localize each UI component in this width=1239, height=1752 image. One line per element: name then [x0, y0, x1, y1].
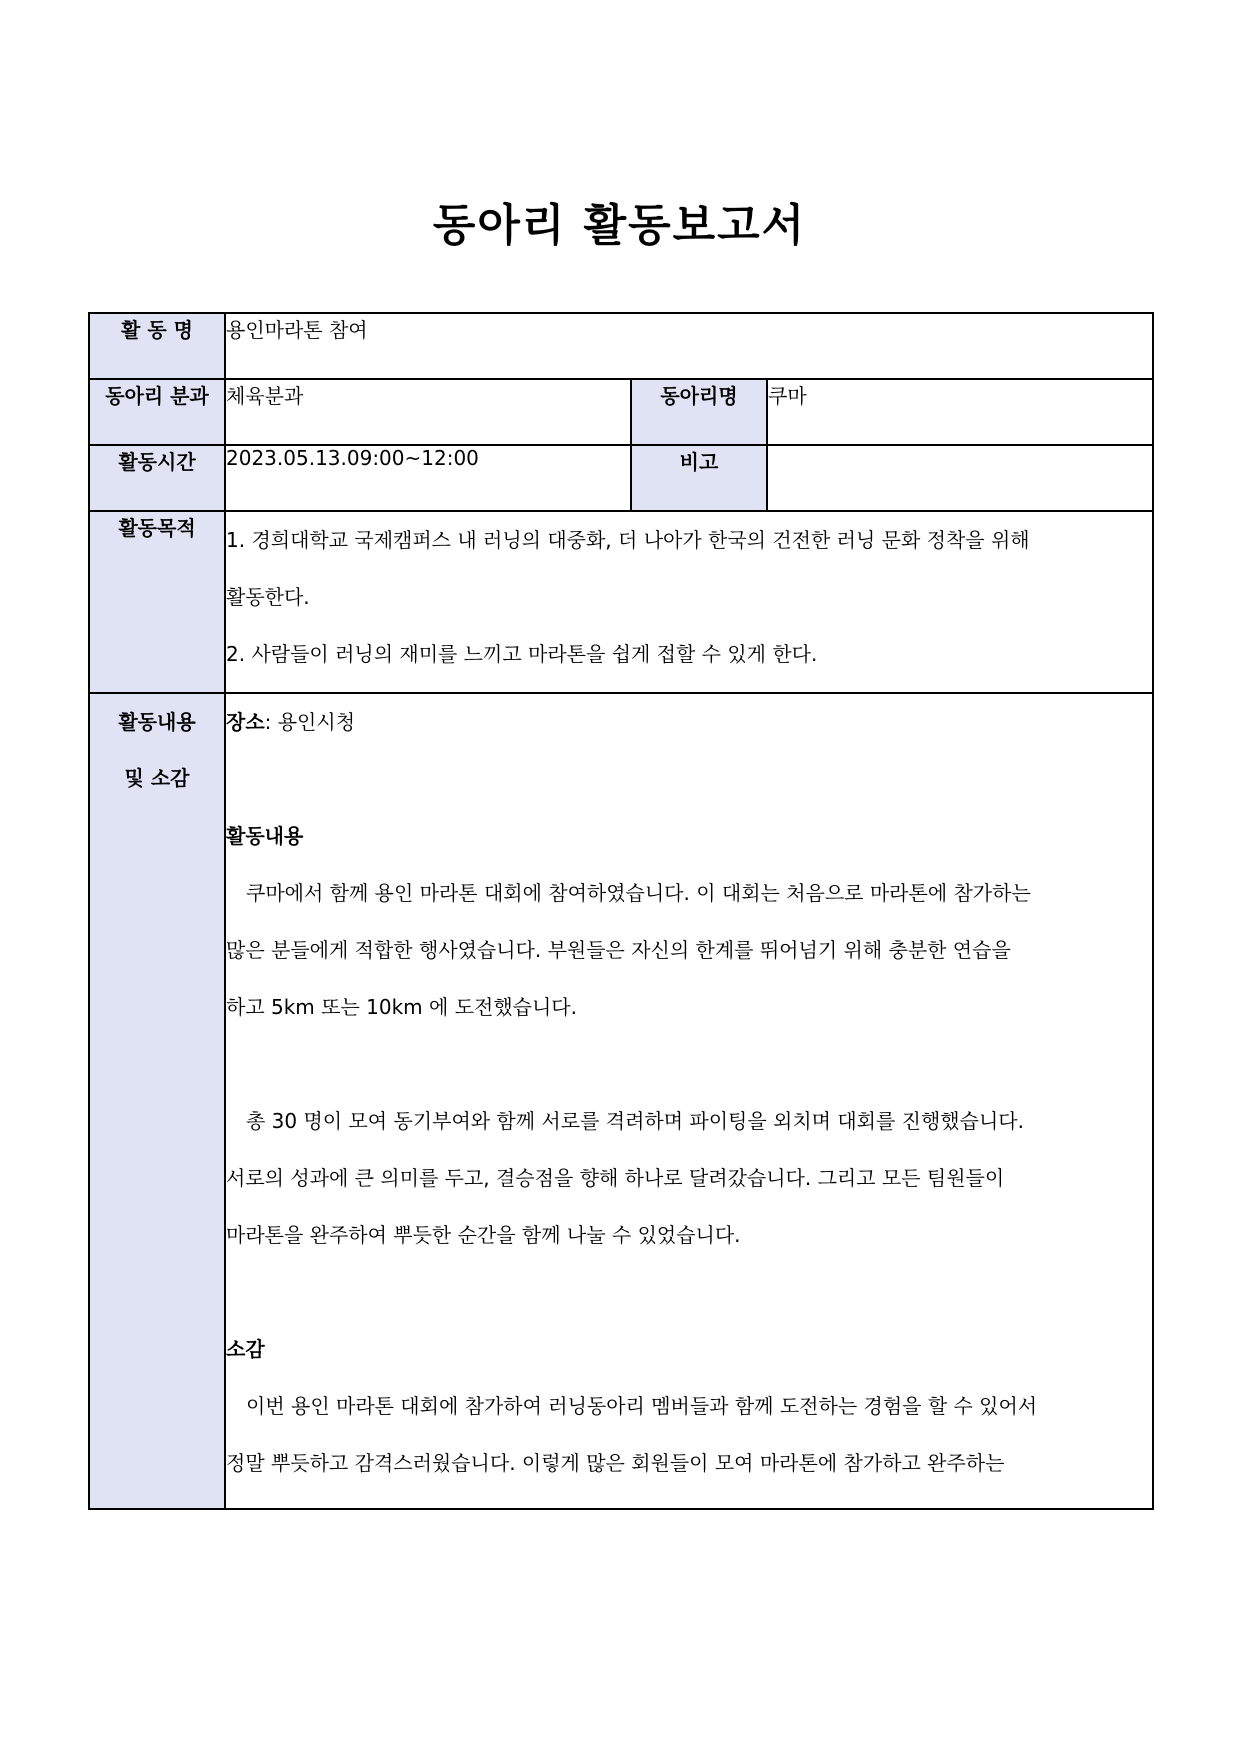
club-division-label: 동아리 분과 [89, 379, 225, 445]
row-club [89, 379, 1153, 445]
paragraph-line: 많은 분들에게 적합한 행사였습니다. 부원들은 자신의 한계를 뛰어넘기 위해 충분한 연습을 [226, 938, 1011, 962]
activity-heading: 활동내용 [226, 824, 304, 848]
purpose-line: 활동한다. [226, 585, 310, 609]
paragraph-line: 쿠마에서 함께 용인 마라톤 대회에 참여하였습니다. 이 대회는 처음으로 마라톤에 참가하는 [246, 881, 1031, 905]
purpose-line: 2. 사람들이 러닝의 재미를 느끼고 마라톤을 쉽게 접할 수 있게 한다. [226, 642, 818, 666]
content-label-line: 활동내용 [118, 710, 196, 734]
paragraph-line: 총 30 명이 모여 동기부여와 함께 서로를 격려하며 파이팅을 외치며 대회를 진행했습니다. [246, 1109, 1024, 1133]
content-label-line: 및 소감 [124, 766, 190, 790]
club-division-value: 체육분과 [225, 379, 631, 445]
paragraph-line: 마라톤을 완주하여 뿌듯한 순간을 함께 나눌 수 있었습니다. [226, 1223, 741, 1247]
club-name-value: 쿠마 [767, 379, 1153, 445]
remarks-label: 비고 [631, 445, 767, 511]
remarks-value [767, 445, 1153, 511]
activity-name-label: 활 동 명 [89, 313, 225, 379]
place-value: : 용인시청 [264, 710, 356, 734]
paragraph-line: 이번 용인 마라톤 대회에 참가하여 러닝동아리 멤버들과 함께 도전하는 경험을 할 수 있어서 [246, 1394, 1038, 1418]
purpose-line: 1. 경희대학교 국제캠퍼스 내 러닝의 대중화, 더 나아가 한국의 건전한 러닝 문화 정착을 위해 [226, 528, 1030, 552]
impression-heading: 소감 [226, 1337, 265, 1361]
content-label [89, 693, 225, 1509]
report-table [88, 312, 1154, 1510]
place-line [226, 694, 1152, 751]
blank-line [226, 1036, 1152, 1093]
club-name-label: 동아리명 [631, 379, 767, 445]
row-content [89, 693, 1153, 1509]
content-text [225, 693, 1153, 1509]
activity-time-value: 2023.05.13.09:00~12:00 [225, 445, 631, 511]
blank-line [226, 751, 1152, 808]
document-title: 동아리 활동보고서 [432, 200, 807, 251]
row-time [89, 445, 1153, 511]
place-label: 장소 [226, 710, 265, 734]
purpose-text [225, 511, 1153, 693]
activity-time-label: 활동시간 [89, 445, 225, 511]
purpose-label: 활동목적 [89, 511, 225, 693]
blank-line [226, 1264, 1152, 1321]
row-purpose [89, 511, 1153, 693]
activity-name-value: 용인마라톤 참여 [225, 313, 1153, 379]
row-activity-name [89, 313, 1153, 379]
paragraph-line: 하고 5km 또는 10km 에 도전했습니다. [226, 995, 577, 1019]
paragraph-line: 서로의 성과에 큰 의미를 두고, 결승점을 향해 하나로 달려갔습니다. 그리고 모든 팀원들이 [226, 1166, 1005, 1190]
paragraph-line: 정말 뿌듯하고 감격스러웠습니다. 이렇게 많은 회원들이 모여 마라톤에 참가하고 완주하는 [226, 1451, 1005, 1475]
